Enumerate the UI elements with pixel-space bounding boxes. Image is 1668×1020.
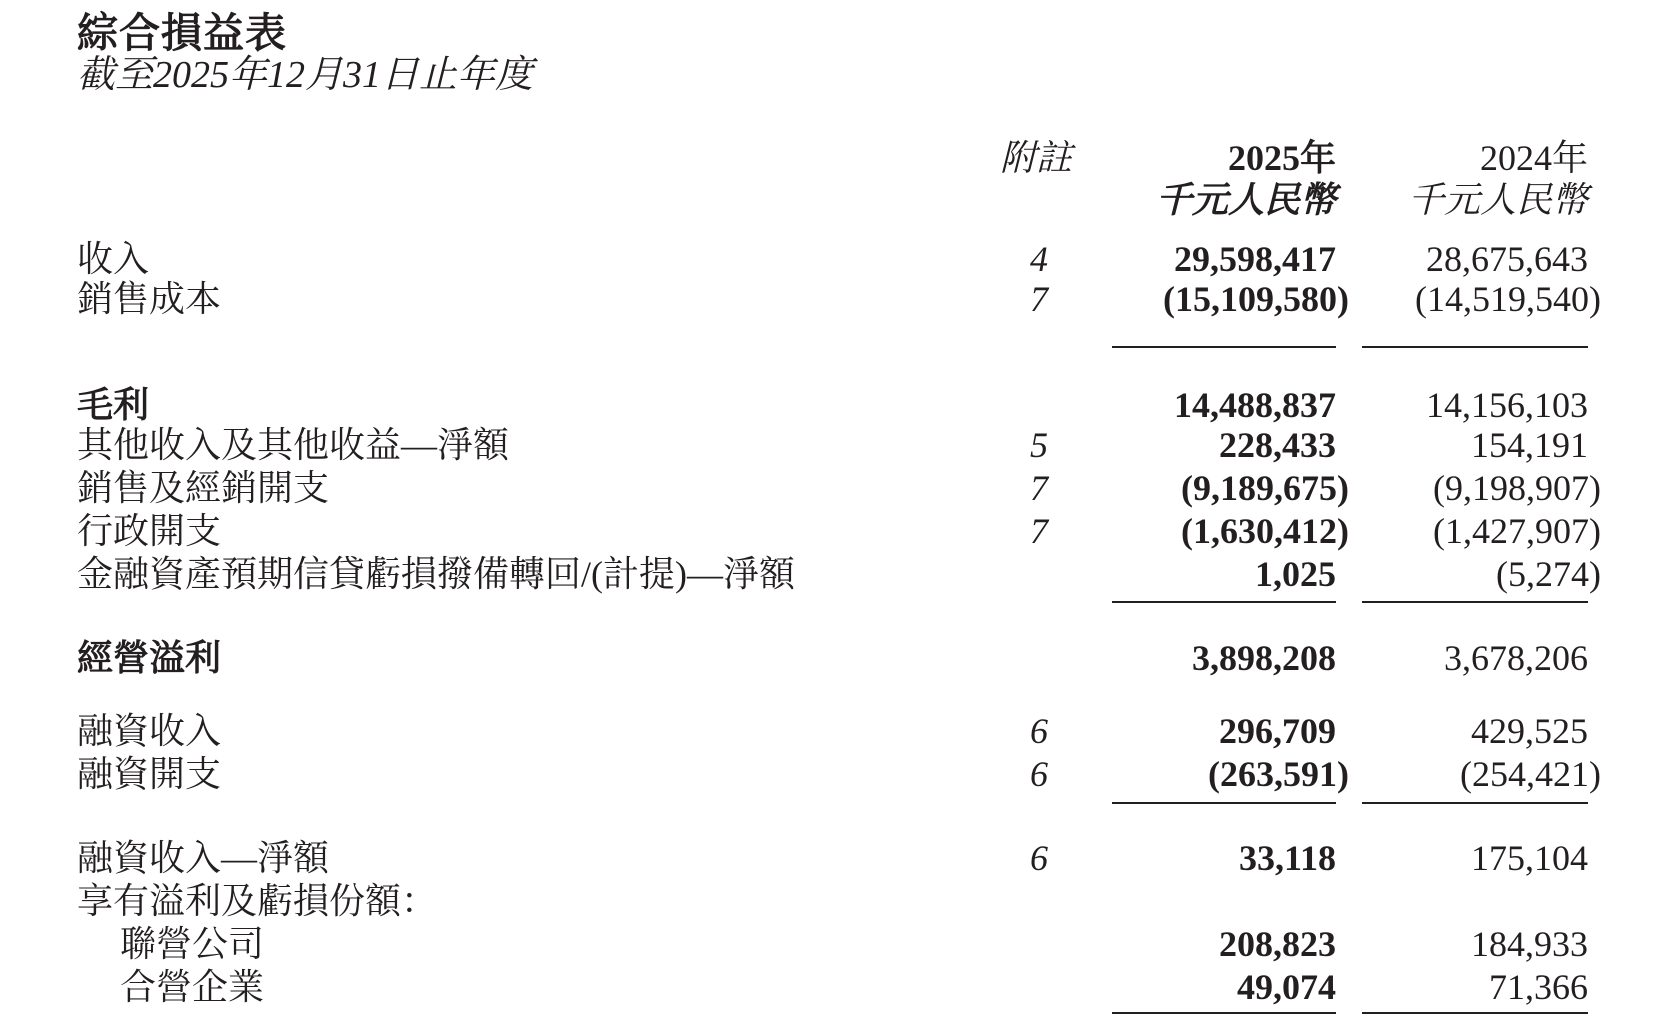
row-prior-value: (5,274) — [1496, 554, 1601, 594]
row-current-value: 1,025 — [1255, 554, 1336, 594]
row-current-value: 296,709 — [1219, 711, 1336, 751]
table-row-operating-profit — [0, 637, 1668, 679]
table-row-joint-ventures — [0, 966, 1668, 1008]
subtotal-rule-prior — [1362, 1012, 1588, 1014]
row-current-value: 208,823 — [1219, 924, 1336, 964]
table-row-associates — [0, 923, 1668, 965]
subtotal-rule-prior — [1362, 802, 1588, 804]
row-label: 銷售及經銷開支 — [77, 468, 330, 508]
row-current-value: (9,189,675) — [1181, 468, 1349, 508]
row-label: 收入 — [77, 239, 150, 279]
row-label: 經營溢利 — [77, 638, 222, 678]
row-prior-value: 184,933 — [1471, 924, 1588, 964]
table-row-finance-income — [0, 710, 1668, 752]
statement-title: 綜合損益表 — [77, 10, 287, 56]
row-note: 7 — [1030, 511, 1048, 551]
table-row-credit-loss-provision — [0, 553, 1668, 595]
table-row-net-finance-income — [0, 837, 1668, 879]
row-note: 5 — [1030, 425, 1048, 465]
table-row-finance-costs — [0, 753, 1668, 795]
row-note: 7 — [1030, 468, 1048, 508]
prior-year-label: 2024年 — [1479, 138, 1588, 178]
current-year-label: 2025年 — [1227, 138, 1336, 178]
row-note: 6 — [1030, 711, 1048, 751]
subtotal-rule-prior — [1362, 346, 1588, 348]
row-note: 4 — [1030, 239, 1048, 279]
row-current-value: 29,598,417 — [1174, 239, 1336, 279]
row-current-value: (263,591) — [1208, 754, 1349, 794]
row-prior-value: (254,421) — [1460, 754, 1601, 794]
subtotal-rule-prior — [1362, 601, 1588, 603]
current-year-unit: 千元人民幣 — [1155, 180, 1336, 220]
row-prior-value: (1,427,907) — [1433, 511, 1601, 551]
prior-year-unit: 千元人民幣 — [1407, 180, 1588, 220]
row-label: 行政開支 — [77, 511, 222, 551]
prior-year-column-header — [1328, 137, 1588, 221]
row-current-value: 228,433 — [1219, 425, 1336, 465]
table-row-share-of-results — [0, 880, 1668, 922]
subtotal-rule-current — [1112, 1012, 1336, 1014]
row-label: 其他收入及其他收益—淨額 — [77, 425, 510, 465]
row-prior-value: (9,198,907) — [1433, 468, 1601, 508]
subtotal-rule-current — [1112, 601, 1336, 603]
row-current-value: 14,488,837 — [1174, 385, 1336, 425]
current-year-column-header — [1076, 137, 1336, 221]
row-label: 聯營公司 — [120, 924, 265, 964]
row-prior-value: 429,525 — [1471, 711, 1588, 751]
row-label: 金融資產預期信貸虧損撥備轉回/(計提)—淨額 — [77, 554, 795, 594]
row-note: 7 — [1030, 279, 1048, 319]
row-prior-value: (14,519,540) — [1415, 279, 1601, 319]
row-current-value: (15,109,580) — [1163, 279, 1349, 319]
row-current-value: (1,630,412) — [1181, 511, 1349, 551]
row-label: 享有溢利及虧損份額： — [77, 881, 438, 921]
table-row-revenue — [0, 238, 1668, 280]
row-note: 6 — [1030, 754, 1048, 794]
row-current-value: 49,074 — [1237, 967, 1336, 1007]
row-label: 融資收入—淨額 — [77, 838, 330, 878]
row-prior-value: 154,191 — [1471, 425, 1588, 465]
row-label: 合營企業 — [120, 967, 265, 1007]
table-row-cost-of-sales — [0, 278, 1668, 320]
row-current-value: 33,118 — [1238, 838, 1336, 878]
row-note: 6 — [1030, 838, 1048, 878]
table-row-other-income — [0, 424, 1668, 466]
statement-period: 截至2025年12月31日止年度 — [77, 54, 534, 96]
table-row-selling-expenses — [0, 467, 1668, 509]
row-prior-value: 14,156,103 — [1426, 385, 1588, 425]
row-label: 銷售成本 — [77, 279, 222, 319]
table-row-admin-expenses — [0, 510, 1668, 552]
row-prior-value: 28,675,643 — [1426, 239, 1588, 279]
row-current-value: 3,898,208 — [1192, 638, 1336, 678]
row-label: 融資開支 — [77, 754, 222, 794]
subtotal-rule-current — [1112, 802, 1336, 804]
row-label: 毛利 — [77, 385, 150, 425]
row-prior-value: 3,678,206 — [1444, 638, 1588, 678]
row-prior-value: 71,366 — [1489, 967, 1588, 1007]
row-prior-value: 175,104 — [1471, 838, 1588, 878]
table-row-gross-profit — [0, 384, 1668, 426]
note-column-header: 附註 — [1000, 138, 1073, 178]
row-label: 融資收入 — [77, 711, 222, 751]
subtotal-rule-current — [1112, 346, 1336, 348]
